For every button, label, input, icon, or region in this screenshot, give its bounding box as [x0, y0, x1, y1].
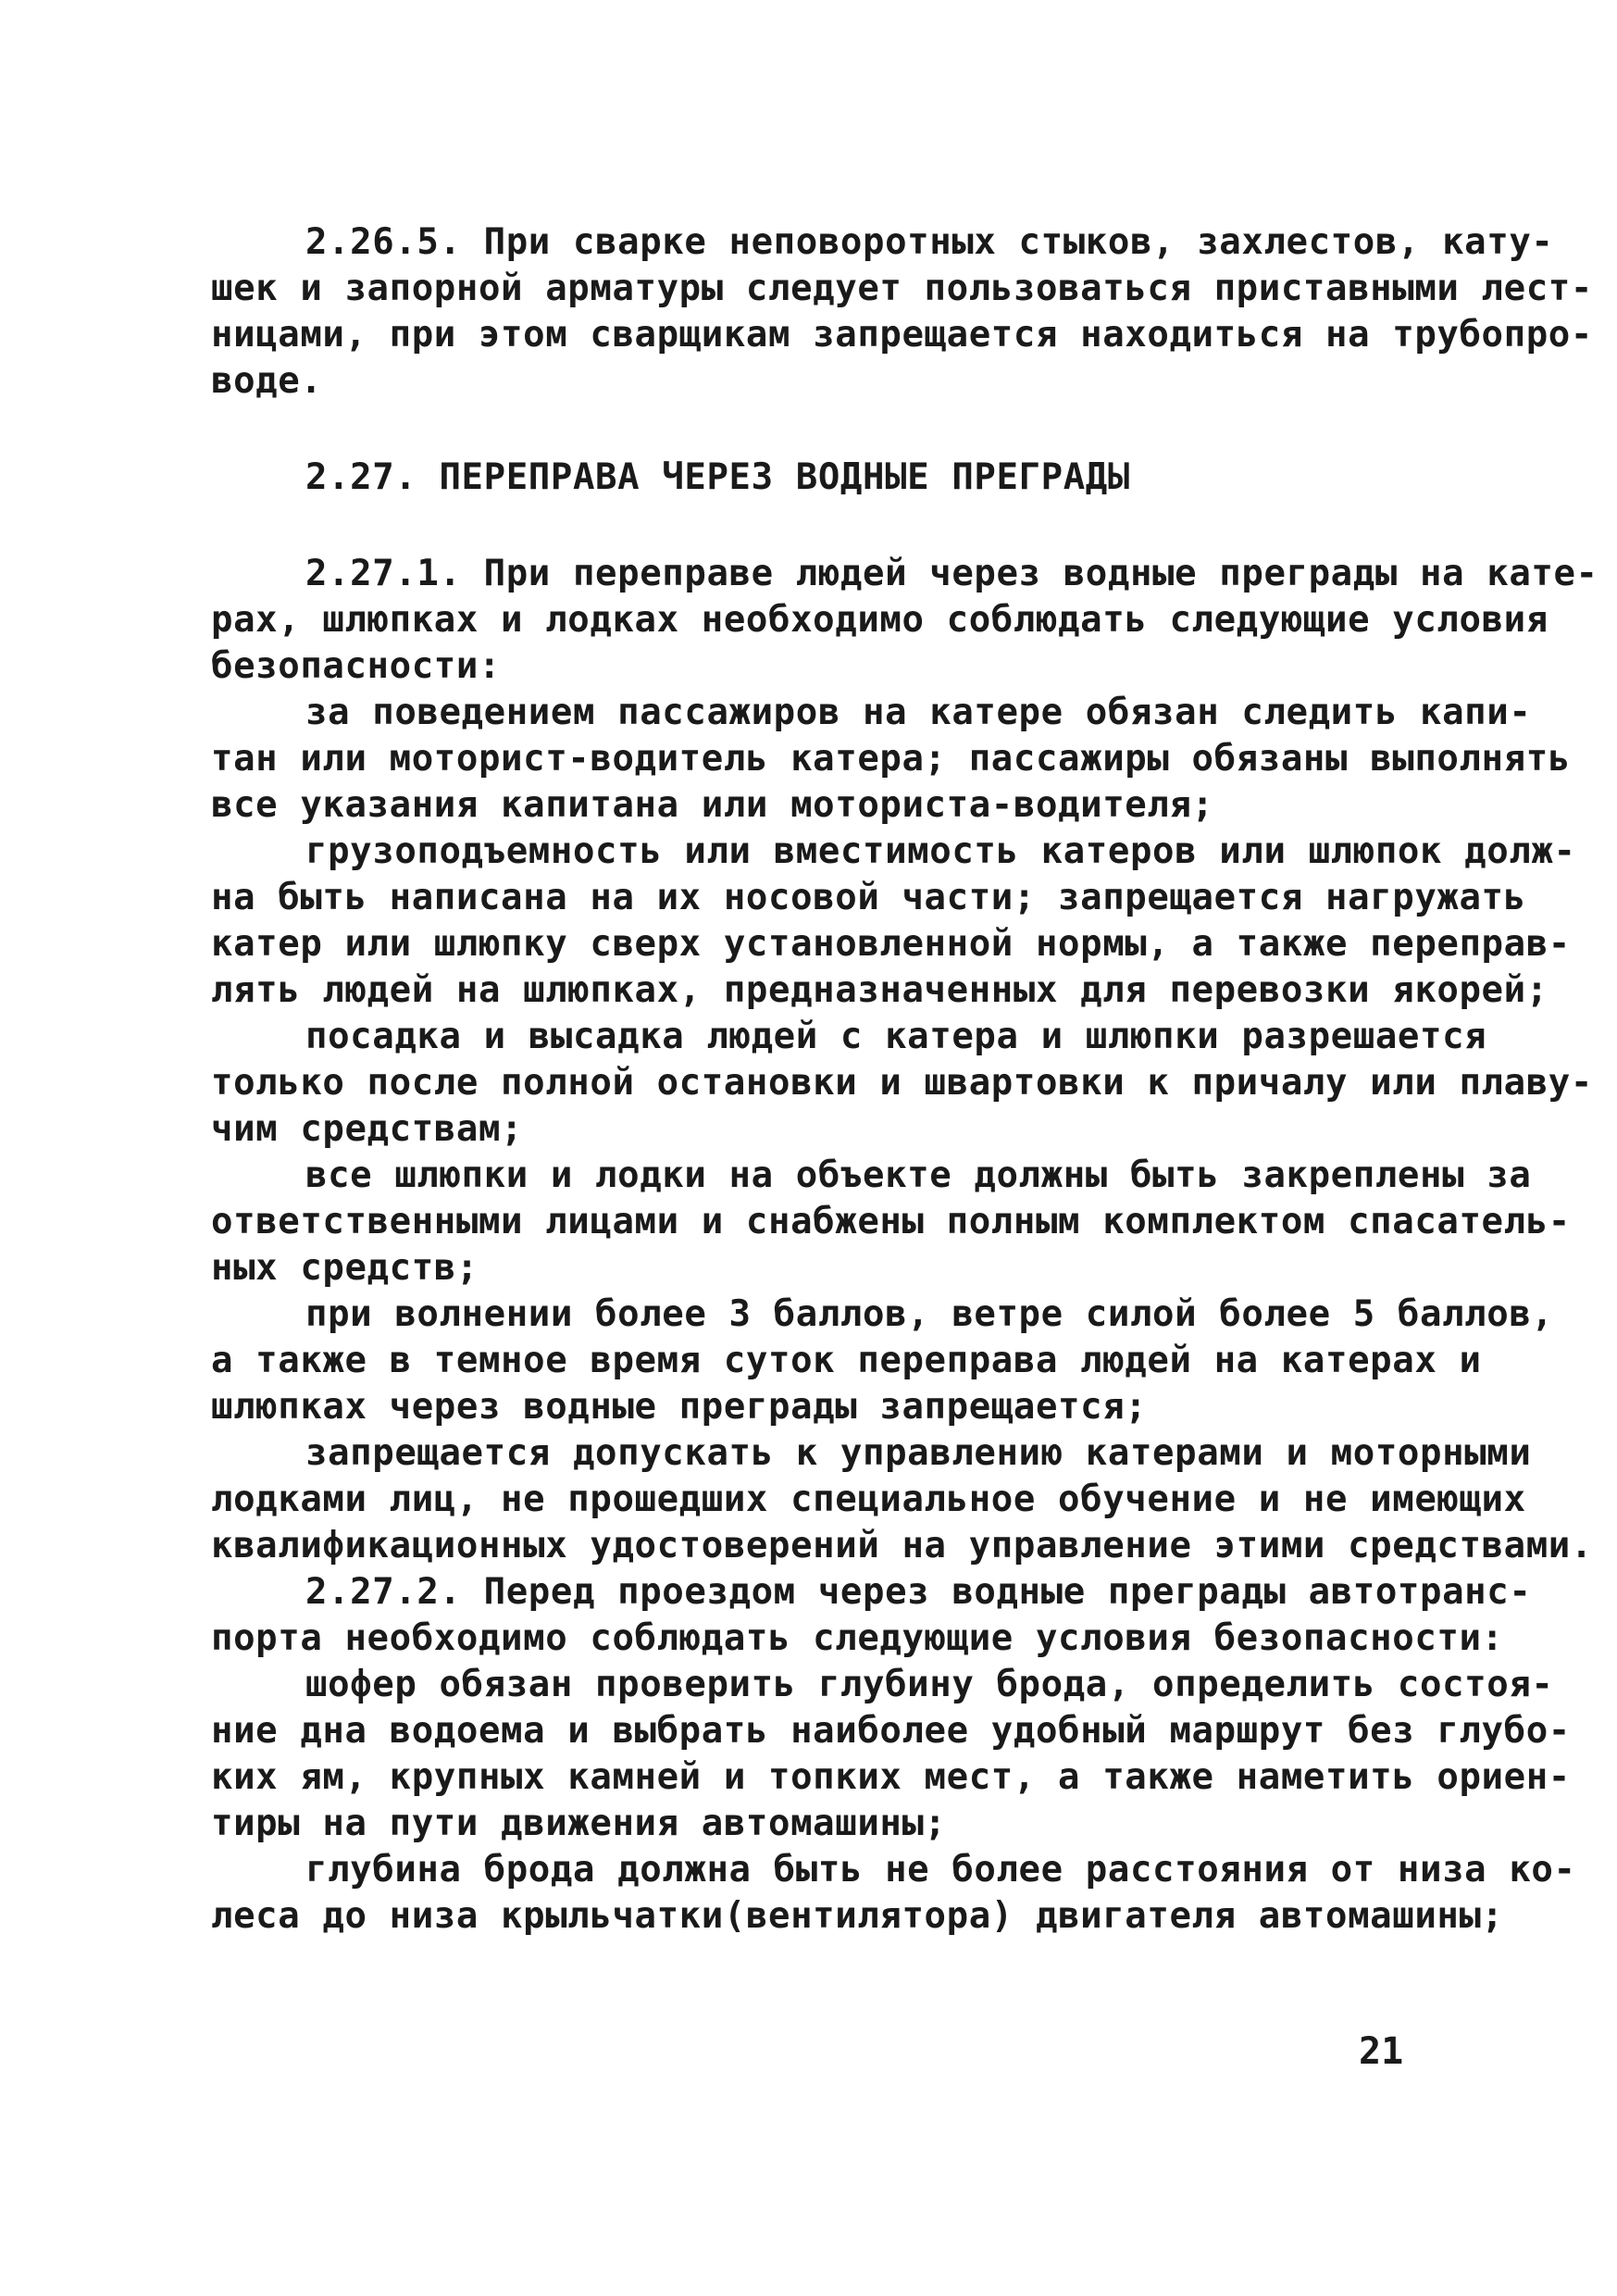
- section-heading-2-27: 2.27. ПЕРЕПРАВА ЧЕРЕЗ ВОДНЫЕ ПРЕГРАДЫ: [305, 456, 1130, 498]
- list-item-capacity-line-1: грузоподъемность или вместимость катеров или шлюпок долж-: [305, 830, 1576, 872]
- paragraph-2-27-2-line-2: порта необходимо соблюдать следующие условия безопасности:: [211, 1617, 1504, 1659]
- list-item-passengers-line-1: за поведением пассажиров на катере обязан следить капи-: [305, 692, 1532, 733]
- list-item-capacity-line-2: на быть написана на их носовой части; запрещается нагружать: [211, 877, 1526, 918]
- paragraph-2-26-5-line-3: ницами, при этом сварщикам запрещается находиться на трубопро-: [211, 314, 1593, 356]
- paragraph-2-26-5-line-1: 2.26.5. При сварке неповоротных стыков, захлестов, кату-: [305, 221, 1554, 263]
- list-item-operators-line-2: лодками лиц, не прошедших специальное обучение и не имеющих: [211, 1479, 1526, 1520]
- list-item-driver-line-4: тиры на пути движения автомашины;: [211, 1803, 947, 1844]
- list-item-driver-line-1: шофер обязан проверить глубину брода, определить состоя-: [305, 1664, 1554, 1705]
- list-item-ford-depth-line-2: леса до низа крыльчатки(вентилятора) двигателя автомашины;: [211, 1895, 1504, 1937]
- list-item-boarding-line-3: чим средствам;: [211, 1108, 524, 1150]
- list-item-capacity-line-3: катер или шлюпку сверх установленной нормы, а также перепрaв-: [211, 923, 1571, 965]
- list-item-boarding-line-2: только после полной остановки и швартовки к причалу или плаву-: [211, 1062, 1593, 1104]
- list-item-ford-depth-line-1: глубина брода должна быть не более расстояния от низа ко-: [305, 1849, 1576, 1890]
- paragraph-2-26-5-line-4: воде.: [211, 360, 323, 402]
- list-item-operators-line-1: запрещается допускать к управлению катерами и моторными: [305, 1432, 1532, 1474]
- list-item-passengers-line-3: все указания капитана или моториста-водителя;: [211, 784, 1214, 826]
- list-item-capacity-line-4: лять людей на шлюпках, предназначенных для перевозки якорей;: [211, 969, 1549, 1011]
- list-item-responsible-line-3: ных средств;: [211, 1247, 479, 1289]
- page-number: 21: [1359, 2030, 1404, 2073]
- list-item-weather-line-3: шлюпках через водные преграды запрещается;: [211, 1386, 1148, 1428]
- paragraph-2-26-5-line-2: шек и запорной арматуры следует пользоваться приставными лест-: [211, 268, 1593, 309]
- paragraph-2-27-1-line-2: рах, шлюпках и лодках необходимо соблюдать следующие условия: [211, 599, 1549, 641]
- list-item-responsible-line-1: все шлюпки и лодки на объекте должны быть закреплены за: [305, 1154, 1532, 1196]
- list-item-responsible-line-2: ответственными лицами и снабжены полным комплектом спасатель-: [211, 1201, 1571, 1242]
- paragraph-2-27-1-line-1: 2.27.1. При переправе людей через водные преграды на кате-: [305, 553, 1598, 594]
- paragraph-2-27-1-line-3: безопасности:: [211, 645, 502, 687]
- list-item-operators-line-3: квалификационных удостоверений на управление этими средствами.: [211, 1525, 1593, 1566]
- list-item-driver-line-3: ких ям, крупных камней и топких мест, а также наметить ориен-: [211, 1756, 1571, 1798]
- list-item-driver-line-2: ние дна водоема и выбрать наиболее удобный маршрут без глубо-: [211, 1710, 1571, 1752]
- list-item-passengers-line-2: тан или моторист-водитель катера; пассажиры обязаны выполнять: [211, 738, 1571, 780]
- list-item-weather-line-1: при волнении более 3 баллов, ветре силой более 5 баллов,: [305, 1293, 1554, 1335]
- list-item-boarding-line-1: посадка и высадка людей с катера и шлюпки разрешается: [305, 1016, 1487, 1057]
- paragraph-2-27-2-line-1: 2.27.2. Перед проездом через водные преграды автотранс-: [305, 1571, 1532, 1613]
- list-item-weather-line-2: а также в темное время суток переправа людей на катерах и: [211, 1340, 1482, 1381]
